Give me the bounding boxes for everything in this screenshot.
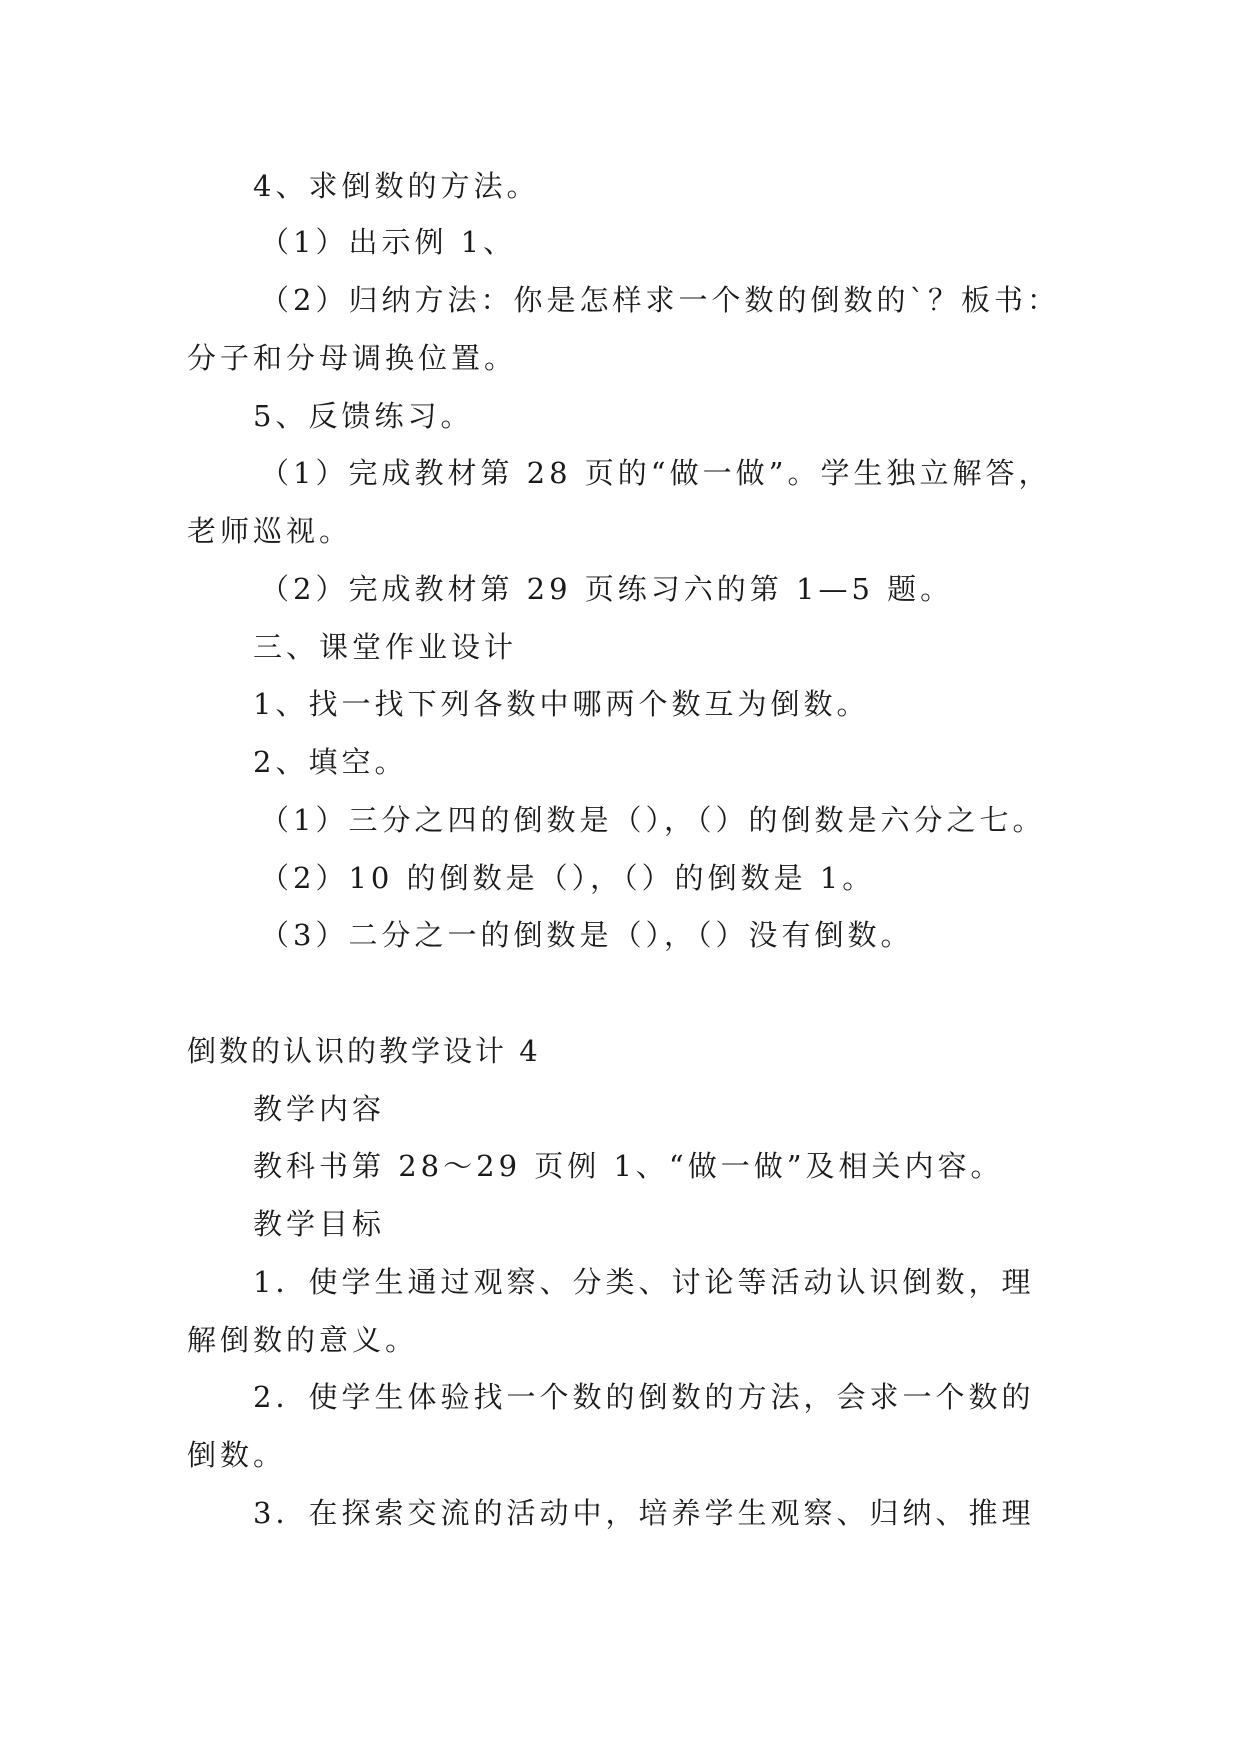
paragraph-line: 分子和分母调换位置。 <box>187 341 518 375</box>
paragraph-line: 教科书第 28～29 页例 1、“做一做”及相关内容。 <box>253 1149 1004 1183</box>
paragraph-line: 解倒数的意义。 <box>187 1323 419 1357</box>
paragraph-line: （2）归纳方法：你是怎样求一个数的倒数的`？板书： <box>260 283 1060 317</box>
paragraph-line: 1、找一找下列各数中哪两个数互为倒数。 <box>253 687 870 721</box>
paragraph-line: 4、求倒数的方法。 <box>253 169 540 203</box>
paragraph-line: （1）完成教材第 28 页的“做一做”。学生独立解答， <box>260 456 1052 490</box>
section-heading: 教学目标 <box>253 1207 386 1241</box>
paragraph-line: 5、反馈练习。 <box>253 399 474 433</box>
paragraph-line: （2）10 的倒数是（），（）的倒数是 1。 <box>260 861 876 895</box>
paragraph-line: （3）二分之一的倒数是（），（）没有倒数。 <box>260 918 914 952</box>
paragraph-line: 2、填空。 <box>253 745 408 779</box>
paragraph-line: 2．使学生体验找一个数的倒数的方法，会求一个数的 <box>253 1380 1035 1414</box>
section-heading: 三、课堂作业设计 <box>253 630 518 664</box>
section-heading: 教学内容 <box>253 1092 386 1126</box>
paragraph-line: （1）三分之四的倒数是（），（）的倒数是六分之七。 <box>260 803 1046 837</box>
paragraph-line: 倒数。 <box>187 1438 287 1472</box>
document-title: 倒数的认识的教学设计 4 <box>187 1034 541 1068</box>
paragraph-line: 3．在探索交流的活动中，培养学生观察、归纳、推理 <box>253 1496 1035 1530</box>
paragraph-line: 老师巡视。 <box>187 514 353 548</box>
paragraph-line: （2）完成教材第 29 页练习六的第 1—5 题。 <box>260 572 954 606</box>
paragraph-line: 1．使学生通过观察、分类、讨论等活动认识倒数，理 <box>253 1265 1035 1299</box>
paragraph-line: （1）出示例 1、 <box>260 225 517 259</box>
